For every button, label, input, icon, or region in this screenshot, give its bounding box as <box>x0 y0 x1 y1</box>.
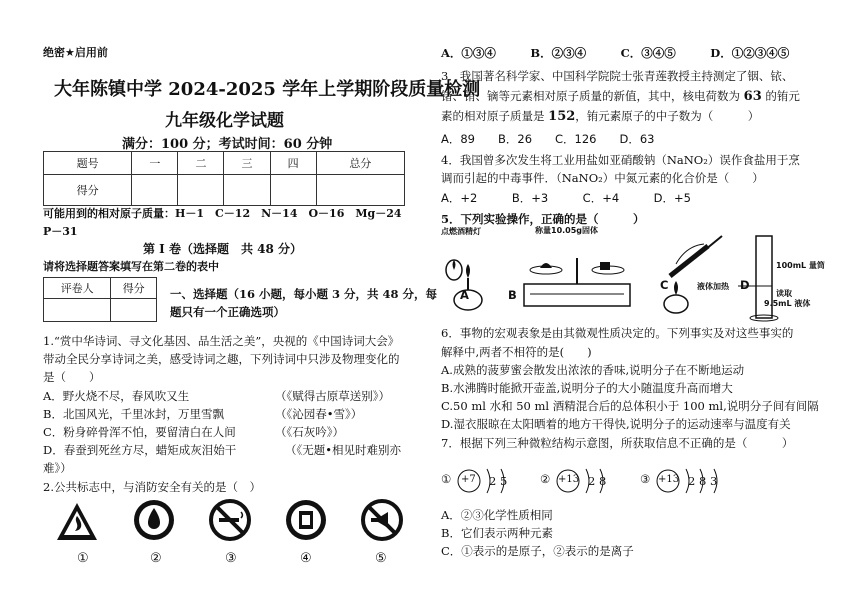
atom-structure-3 <box>640 466 760 496</box>
atom-label: ② <box>540 472 551 486</box>
q1-stem-2: 带动全民分享诗词之美，感受诗词之趣，下列诗词中只涉及物理变化的 <box>43 352 400 366</box>
q7-option-c: C．①表示的是原子，②表示的是离子 <box>441 544 634 558</box>
recycle-sign-icon <box>284 498 328 542</box>
q5-label-a: 点燃酒精灯 <box>441 227 481 236</box>
q1-option-a: A．野火烧不尽，春风吹又生 <box>43 389 190 403</box>
atom-nucleus: +13 <box>658 474 680 485</box>
score-table <box>43 151 405 206</box>
water-drop-sign-icon <box>132 498 176 542</box>
q1-option-d-source: （《无题•相见时难别亦 <box>285 443 402 457</box>
no-smoking-sign-icon <box>208 498 252 542</box>
q5-letter-b: B <box>508 288 517 302</box>
atom-shells: 2 8 <box>588 474 607 488</box>
q1-stem-3: 是（ ） <box>43 370 101 384</box>
score-input-cell[interactable] <box>316 175 404 206</box>
q5-stem: 5．下列实验操作，正确的是（ ） <box>441 212 645 226</box>
q6-option-c: C.50 ml 水和 50 ml 酒精混合后的总体积小于 100 ml,说明分子间有间隔 <box>441 399 819 413</box>
q1-option-b-source: （《沁园春•雪》） <box>275 407 363 421</box>
score-cell: 总分 <box>316 152 404 175</box>
school-title: 大年陈镇中学 2024-2025 学年上学期阶段质量检测 <box>54 79 481 100</box>
part1-instruction: 请将选择题答案填写在第二卷的表中 <box>43 260 219 273</box>
q1-option-c: C．粉身碎骨浑不怕，要留清白在人间 <box>43 425 236 439</box>
sign-label: ④ <box>300 551 312 566</box>
grader-label: 评卷人 <box>44 278 111 299</box>
q1-option-d-cont: 难》） <box>43 461 72 475</box>
score-input-cell[interactable] <box>270 175 316 206</box>
subject-title: 九年级化学试题 <box>165 111 284 131</box>
score-table-row <box>44 152 405 175</box>
q1-option-a-source: （《赋得古原草送别》） <box>275 389 390 403</box>
sign-label: ① <box>77 551 89 566</box>
q1-option-d: D．春蚕到死丝方尽，蜡矩成灰泪始干 <box>43 443 237 457</box>
q5-label-d2: 读取 <box>776 289 792 298</box>
atom-structure-1 <box>441 466 551 496</box>
q6-stem: 6．事物的宏观表象是由其微观性质决定的。下列事实及对这些事实的 <box>441 326 794 340</box>
atom-label: ① <box>441 472 452 486</box>
part1-title: 第 I 卷（选择题 共 48 分） <box>143 242 303 256</box>
q1-option-b: B．北国风光，千里冰封，万里雪飘 <box>43 407 224 421</box>
q5-apparatus-figure <box>438 226 818 322</box>
score-cell: 二 <box>178 152 224 175</box>
q4-line-2: 调而引起的中毒事件．（NaNO₂）中氮元素的化合价是（ ） <box>441 171 764 185</box>
grader-score-cell[interactable] <box>111 299 157 322</box>
sign-label: ③ <box>225 551 237 566</box>
sign-label: ② <box>150 551 162 566</box>
q2-stem: 2.公共标志中，与消防安全有关的是（ ） <box>43 480 261 494</box>
q5-label-d3: 9.5mL 液体 <box>764 299 811 308</box>
q6-option-a: A.成熟的菠萝蜜会散发出浓浓的香味,说明分子在不断地运动 <box>441 363 745 377</box>
secret-mark: 绝密★启用前 <box>43 46 108 59</box>
flammable-sign-icon <box>55 500 99 544</box>
score-cell: 三 <box>224 152 270 175</box>
q3-line-2: 锗、铕、镝等元素相对原子质量的新值，其中，核电荷数为 63 的铕元 <box>441 89 800 104</box>
atom-nucleus: +13 <box>558 474 580 485</box>
q5-letter-d: D <box>740 278 750 292</box>
atomic-masses-cont: P－31 <box>43 225 78 238</box>
q3-line-3: 素的相对原子质量是 152，铕元素原子的中子数为（ ） <box>441 109 760 124</box>
exam-meta: 满分：100 分；考试时间：60 分钟 <box>122 137 333 152</box>
section1-title: 一、选择题（16 小题，每小题 3 分，共 48 分，每 <box>170 287 438 301</box>
q6-stem-2: 解释中,两者不相符的是( ) <box>441 345 592 359</box>
no-honking-sign-icon <box>360 498 404 542</box>
score-cell: 题号 <box>44 152 132 175</box>
q6-option-d: D.湿衣服晾在太阳晒着的地方干得快,说明分子的运动速率与温度有关 <box>441 417 791 431</box>
q3-line-1: 3．我国著名科学家、中国科学院院士张青莲教授主持测定了铟、铱、 <box>441 69 794 83</box>
atom-shells: 2 5 <box>489 474 508 488</box>
score-cell: 四 <box>270 152 316 175</box>
q7-option-a: A．②③化学性质相同 <box>441 508 553 522</box>
score-cell: 一 <box>132 152 178 175</box>
q5-label-c: 液体加热 <box>697 282 729 291</box>
atomic-masses: 可能用到的相对原子质量：H－1 C－12 N－14 O－16 Mg－24 <box>43 207 402 220</box>
q7-option-b: B．它们表示两种元素 <box>441 526 553 540</box>
q1-option-c-source: （《石灰吟》） <box>275 425 344 439</box>
q5-letter-a: A <box>460 288 469 302</box>
q5-label-d1: 100mL 量筒 <box>776 261 825 270</box>
atom-shells: 2 8 3 <box>688 474 718 488</box>
grader-input-cell[interactable] <box>44 299 111 322</box>
q4-line-1: 4．我国曾多次发生将工业用盐如亚硝酸钠（NaNO₂）误作食盐用于烹 <box>441 153 800 167</box>
grader-score-label: 得分 <box>111 278 157 299</box>
atom-label: ③ <box>640 472 651 486</box>
q6-option-b: B.水沸腾时能掀开壶盖,说明分子的大小随温度升高而增大 <box>441 381 733 395</box>
section1-title-cont: 题只有一个正确选项） <box>170 305 285 319</box>
sign-label: ⑤ <box>375 551 387 566</box>
score-cell: 得分 <box>44 175 132 206</box>
q2-options: A．①③④ B．②③④ C．③④⑤ D．①②③④⑤ <box>441 46 790 60</box>
q7-stem: 7．根据下列三种微粒结构示意图，所获取信息不正确的是（ ） <box>441 436 794 450</box>
score-input-cell[interactable] <box>132 175 178 206</box>
q1-stem: 1.“赏中华诗词、寻文化基因、品生活之美”，央视的《中国诗词大会》 <box>43 334 400 348</box>
score-input-cell[interactable] <box>178 175 224 206</box>
q3-options: A．89 B．26 C．126 D．63 <box>441 132 655 146</box>
q5-label-b: 称量10.05g固体 <box>535 226 599 235</box>
q4-options: A．+2 B．+3 C．+4 D．+5 <box>441 191 691 205</box>
score-table-row <box>44 175 405 206</box>
q5-letter-c: C <box>660 278 669 292</box>
atom-nucleus: +7 <box>461 474 476 485</box>
atom-structure-2 <box>540 466 650 496</box>
score-input-cell[interactable] <box>224 175 270 206</box>
grader-table <box>43 277 157 322</box>
